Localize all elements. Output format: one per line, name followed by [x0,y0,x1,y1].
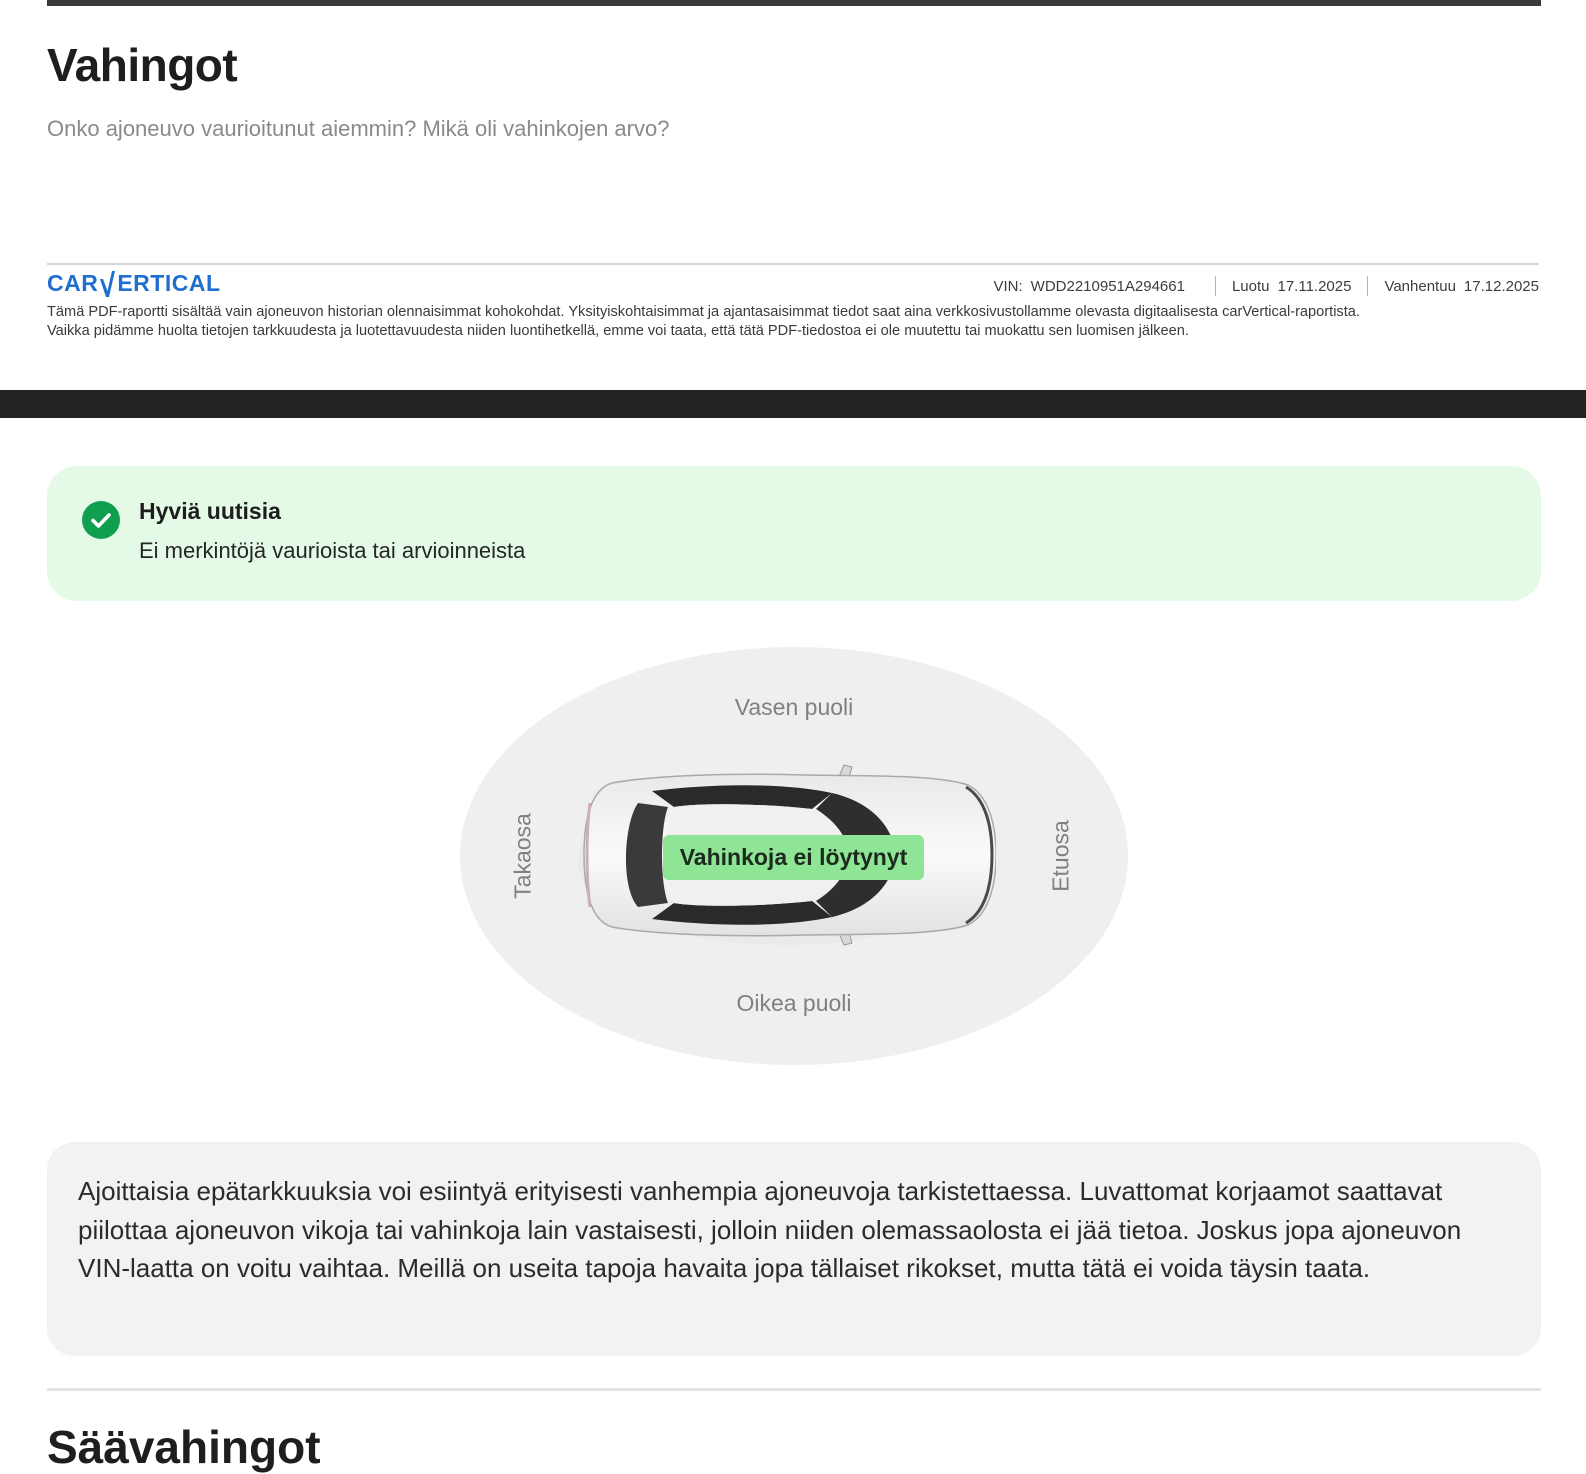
no-damage-badge: Vahinkoja ei löytynyt [663,835,924,880]
good-news-text: Ei merkintöjä vaurioista tai arvioinneista [139,538,526,563]
top-divider [47,0,1541,6]
report-meta [993,276,1539,296]
brand-logo [47,270,221,297]
left-side-label: Vasen puoli [734,694,854,720]
next-section-title: Säävahingot [47,1421,321,1473]
good-news-title: Hyviä uutisia [139,498,281,524]
footer-divider [47,263,1539,265]
damage-diagram [460,647,1128,1065]
pdf-disclaimer [47,303,1547,341]
brand-v-icon [99,270,116,298]
disclaimer-line: Vaikka pidämme huolta tietojen tarkkuudesta ja luotettavuudesta niiden luontihetkellä, emme voi taata, että tätä PDF-tiedostoa ei ole muutettu tai muokattu sen luomisen jälkeen. [47,323,1189,339]
expires-date: 17.12.2025 [1463,277,1539,295]
rear-label: Takaosa [509,813,536,899]
check-circle-icon [81,500,121,540]
meta-separator [1215,276,1216,296]
page-break-band [0,390,1586,418]
front-label: Etuosa [1047,820,1074,892]
right-side-label: Oikea puoli [736,990,852,1016]
disclaimer-line: Tämä PDF-raportti sisältää vain ajoneuvon historian olennaisimmat kohokohdat. Yksityiskohtaisimmat ja ajantasaisimmat tiedot saat aina verkkosivustollamme olevasta digitaalisesta carVertical-raportista. [47,304,1360,320]
page-subtitle: Onko ajoneuvo vaurioitunut aiemmin? Mikä oli vahinkojen arvo? [47,116,670,141]
meta-separator [1367,276,1368,296]
accuracy-note-text: Ajoittaisia epätarkkuuksia voi esiintyä erityisesti vanhempia ajoneuvoja tarkistettaessa. Luvattomat korjaamot saattavat piilottaa ajoneuvon vikoja tai vahinkoja lain vastaisesti, jolloin niiden olemassaolosta ei jää tietoa. Joskus jopa ajoneuvon VIN-laatta on voitu vaihtaa. Meillä on useita tapoja havaita jopa tällaiset rikokset, mutta tätä ei voida täysin taata. [78,1176,1462,1283]
page-title: Vahingot [47,39,238,91]
created-label: Luotu [1231,277,1270,295]
expires-label: Vanhentuu [1384,277,1456,295]
section-divider [47,1388,1541,1391]
vin-value: WDD2210951A294661 [1030,277,1185,295]
vin-label: VIN: [993,277,1023,295]
created-date: 17.11.2025 [1277,277,1352,295]
brand-logo-right: ERTICAL [117,270,221,296]
brand-logo-left: CAR [47,270,99,296]
good-news-banner [47,466,1541,601]
accuracy-note [47,1142,1541,1356]
